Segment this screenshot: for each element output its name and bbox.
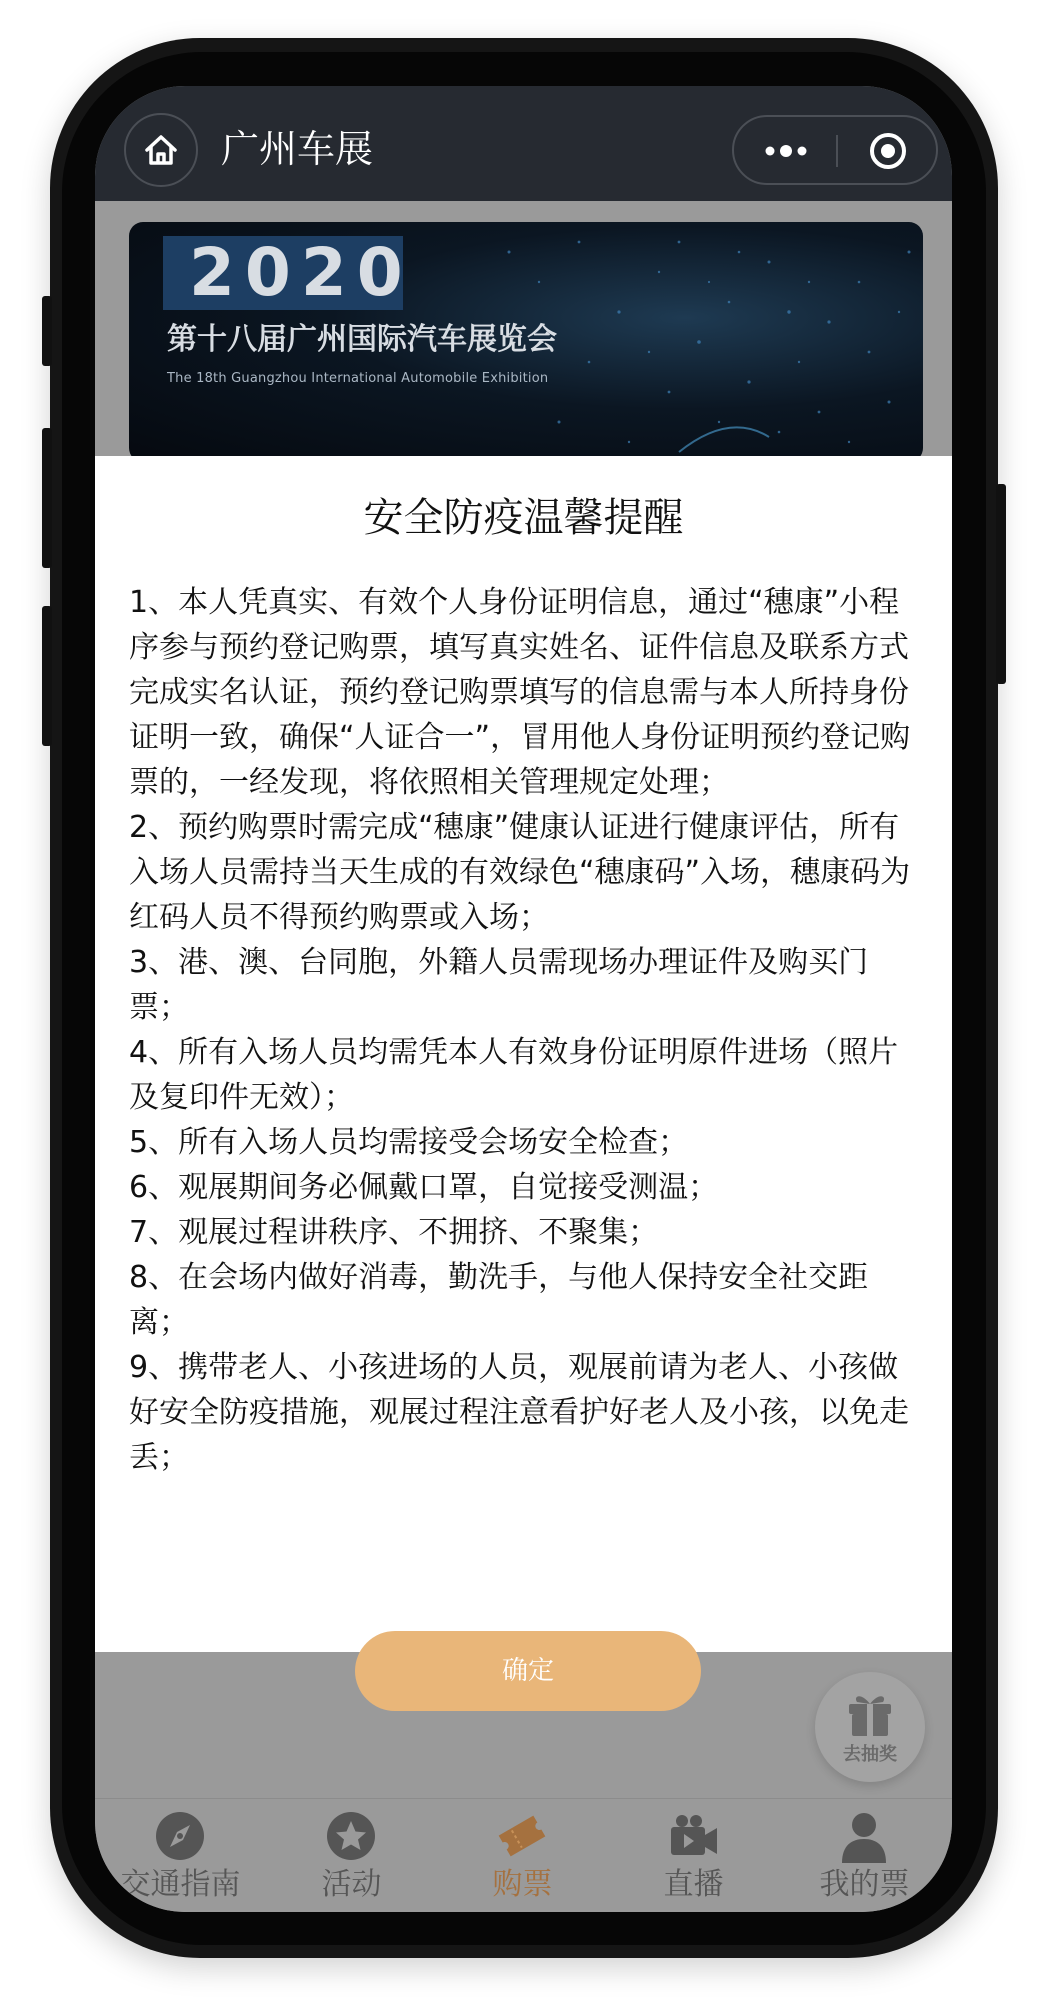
tab-tickets[interactable] [437,1799,608,1912]
tab-traffic-guide[interactable] [95,1799,266,1912]
tab-bar [95,1798,952,1912]
banner-title-en: The 18th Guangzhou International Automobile Exhibition [167,371,549,386]
ticket-icon [492,1809,552,1863]
tab-live[interactable] [608,1799,779,1912]
dialog-title: 安全防疫温馨提醒 [363,495,684,541]
notice-item: 1、本人凭真实、有效个人身份证明信息，通过“穗康”小程序参与预约登记购票，填写真实姓名、证件信息及联系方式完成实名认证，预约登记购票填写的信息需与本人所持身份证明一致，确保“人证合一”，冒用他人身份证明预约登记购票的，一经发现，将依照相关管理规定处理； [129,585,911,800]
notice-item: 4、所有入场人员均需凭本人有效身份证明原件进场（照片及复印件无效）； [129,1035,899,1115]
home-icon [141,130,181,170]
notice-item: 3、港、澳、台同胞，外籍人员需现场办理证件及购买门票； [129,945,869,1025]
home-button[interactable] [124,113,198,187]
notice-list [129,580,923,1480]
lottery-label: 去抽奖 [843,1744,897,1765]
target-icon[interactable] [868,131,908,171]
tab-my-tickets[interactable] [779,1799,950,1912]
notice-item: 6、观展期间务必佩戴口罩，自觉接受测温； [129,1170,719,1205]
event-banner[interactable] [129,222,923,462]
star-icon [321,1809,381,1863]
banner-title-cn: 第十八届广州国际汽车展览会 [167,322,557,357]
phone-screen [95,86,952,1912]
navigation-bar [95,86,952,201]
tab-label: 购票 [492,1867,553,1902]
page-title: 广州车展 [221,127,374,171]
video-icon [663,1809,723,1863]
user-icon [834,1809,894,1863]
notice-item: 2、预约购票时需完成“穗康”健康认证进行健康评估，所有入场人员需持当天生成的有效绿色“穗康码”入场，穗康码为红码人员不得预约购票或入场； [129,810,911,935]
volume-up-button [42,428,52,568]
banner-year: 2020 [189,234,413,311]
tab-label: 直播 [663,1867,724,1902]
tab-label: 我的票 [819,1867,910,1902]
power-button [996,484,1006,684]
safety-notice-dialog [95,456,952,1686]
more-icon[interactable] [764,143,808,159]
tab-activities[interactable] [266,1799,437,1912]
notice-item: 7、观展过程讲秩序、不拥挤、不聚集； [129,1215,659,1250]
menu-capsule [732,115,938,185]
lottery-button[interactable] [815,1672,925,1782]
mute-switch [42,296,52,366]
tab-label: 交通指南 [120,1867,241,1902]
notice-item: 9、携带老人、小孩进场的人员，观展前请为老人、小孩做好安全防疫措施，观展过程注意看护好老人及小孩，以免走丢； [129,1350,909,1475]
confirm-button[interactable]: 确定 [355,1631,701,1711]
volume-down-button [42,606,52,746]
capsule-divider [836,135,838,167]
notice-item: 8、在会场内做好消毒，勤洗手，与他人保持安全社交距离； [129,1260,869,1340]
tab-label: 活动 [321,1867,382,1902]
gift-icon [843,1686,897,1740]
compass-icon [150,1809,210,1863]
notice-item: 5、所有入场人员均需接受会场安全检查； [129,1125,689,1160]
